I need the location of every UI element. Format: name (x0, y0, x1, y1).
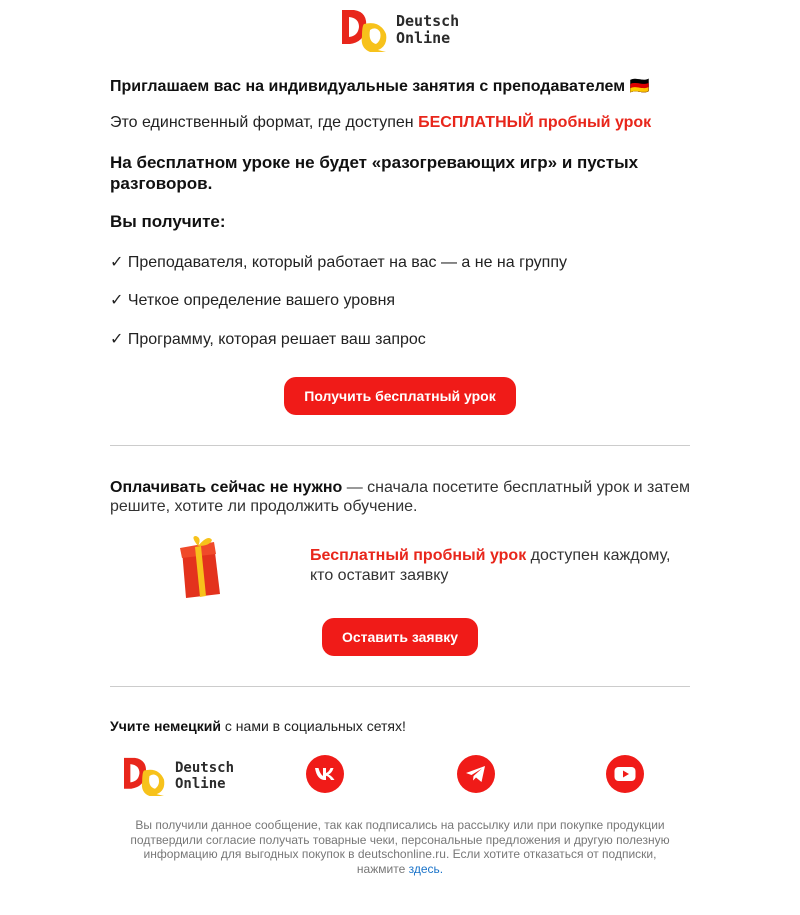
gift-icon (176, 534, 224, 600)
youtube-link[interactable] (606, 755, 644, 793)
benefit-item: ✓ Четкое определение вашего уровня (110, 292, 396, 309)
page-title: Приглашаем вас на индивидуальные занятия с преподавателем 🇩🇪 (110, 78, 650, 95)
logo-line1: Deutsch (175, 760, 235, 776)
logo-line1: Deutsch (396, 12, 460, 30)
vk-icon (314, 767, 336, 781)
unsubscribe-link[interactable]: здесь. (408, 861, 444, 876)
intro-text (110, 114, 690, 132)
divider (110, 686, 690, 687)
payment-note (110, 478, 690, 516)
logo-line2: Online (175, 776, 226, 792)
warning-text: На бесплатном уроке не будет «разогревающих игр» и пустых разговоров. (110, 153, 639, 193)
legal-footer (120, 818, 680, 876)
social-title (110, 718, 690, 734)
offer-rest: доступен каждому, кто оставит заявку (310, 547, 671, 584)
logo-icon (340, 8, 388, 52)
offer-text (310, 546, 690, 586)
vk-link[interactable] (306, 755, 344, 793)
logo-text (396, 13, 459, 47)
benefits-title: Вы получите: (110, 212, 226, 231)
divider (110, 445, 690, 446)
footer-logo[interactable] (122, 756, 234, 796)
logo-line2: Online (396, 29, 451, 47)
intro-prefix: Это единственный формат, где доступен (110, 114, 419, 131)
intro-highlight: БЕСПЛАТНЫЙ пробный урок (418, 114, 652, 131)
social-rest: с нами в социальных сетях! (221, 718, 406, 734)
benefit-item: ✓ Преподавателя, который работает на вас — а не на группу (110, 254, 567, 271)
leave-request-button[interactable]: Оставить заявку (322, 618, 478, 656)
payment-rest: — сначала посетите бесплатный урок и затем решите, хотите ли продолжить обучение. (110, 479, 690, 515)
telegram-link[interactable] (457, 755, 495, 793)
get-free-lesson-button[interactable]: Получить бесплатный урок (284, 377, 516, 415)
benefit-item: ✓ Программу, которая решает ваш запрос (110, 331, 426, 348)
legal-text: Вы получили данное сообщение, так как подписались на рассылку или при покупке продукции подтвердили согласие получать товарные чеки, персональные предложения и другую полезную информацию для выгодных покупок в deutschonline.ru. Если хотите отказаться от подписки, нажмите (130, 818, 670, 876)
telegram-icon (465, 765, 487, 783)
brand-logo[interactable] (340, 8, 459, 52)
logo-text (175, 760, 234, 792)
social-bold: Учите немецкий (110, 718, 222, 734)
payment-bold: Оплачивать сейчас не нужно (110, 479, 343, 496)
logo-icon (122, 756, 166, 796)
youtube-icon (614, 766, 636, 782)
offer-highlight: Бесплатный пробный урок (310, 547, 527, 564)
